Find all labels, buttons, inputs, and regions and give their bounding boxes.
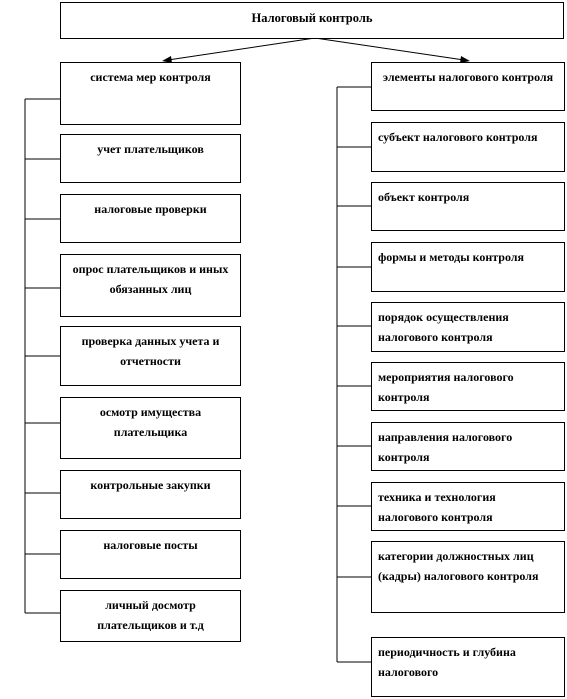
right-item-8 [371, 541, 565, 613]
left-item-1 [60, 134, 241, 183]
right-header-box [371, 62, 565, 111]
arrow-left-branch [168, 38, 315, 60]
right-item-4-label: порядок осуществления налогового контроля [378, 310, 509, 344]
right-item-6 [371, 422, 565, 471]
left-item-2-label: налоговые проверки [94, 202, 207, 216]
right-item-3-label: формы и методы контроля [378, 250, 525, 264]
right-item-5 [371, 362, 565, 411]
left-item-3-label: опрос плательщиков и иных обязанных лиц [72, 262, 229, 296]
right-item-8-label: категории должностных лиц (кадры) налогового контроля [378, 549, 539, 583]
arrow-right-branch [315, 38, 464, 60]
left-item-5-label: осмотр имущества плательщика [99, 405, 202, 439]
left-item-1-label: учет плательщиков [97, 142, 204, 156]
right-item-1 [371, 122, 565, 172]
left-item-6-label: контрольные закупки [90, 478, 211, 492]
left-item-3 [60, 254, 241, 317]
right-item-9-label: периодичность и глубина налогового [378, 645, 516, 679]
right-item-1-label: субъект налогового контроля [378, 130, 538, 144]
left-item-4 [60, 326, 241, 386]
left-item-7-label: налоговые посты [103, 538, 198, 552]
right-item-2 [371, 182, 565, 231]
root-label: Налоговый контроль [251, 11, 373, 25]
left-item-4-label: проверка данных учета и отчетности [81, 334, 220, 368]
right-item-2-label: объект контроля [378, 190, 470, 204]
right-item-4 [371, 302, 565, 352]
left-item-8-label: личный досмотр плательщиков и т.д [97, 598, 204, 632]
right-item-7 [371, 482, 565, 531]
left-item-7 [60, 530, 241, 579]
right-item-3 [371, 242, 565, 292]
left-item-8 [60, 590, 241, 642]
left-item-5 [60, 397, 241, 459]
right-header-label: элементы налогового контроля [382, 70, 554, 84]
left-item-2 [60, 194, 241, 243]
root-box [60, 2, 564, 39]
left-header-label: система мер контроля [90, 70, 211, 84]
right-item-5-label: мероприятия налогового контроля [378, 370, 514, 404]
left-header-box [60, 62, 241, 125]
right-item-7-label: техника и технология налогового контроля [378, 490, 496, 524]
right-item-9 [371, 637, 565, 697]
right-item-6-label: направления налогового контроля [378, 430, 513, 464]
left-item-6 [60, 470, 241, 519]
